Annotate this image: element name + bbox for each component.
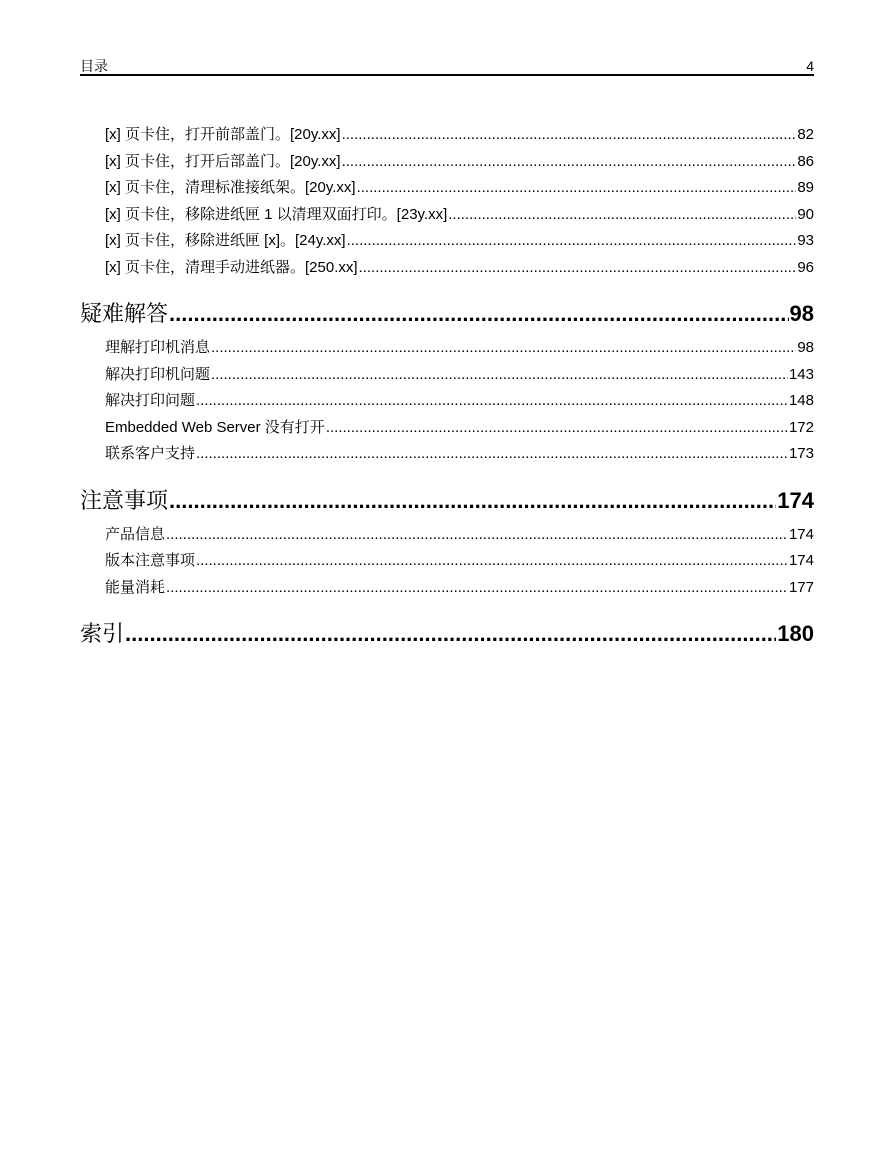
toc-entry-label: 解决打印机问题 bbox=[105, 365, 211, 383]
toc-entry-page: 172 bbox=[788, 418, 814, 436]
toc-chapter-page: 98 bbox=[789, 301, 814, 326]
toc-leader-dots bbox=[125, 619, 776, 649]
toc-entry-label: 联系客户支持 bbox=[105, 445, 196, 462]
toc-leader-dots bbox=[326, 415, 788, 442]
toc-entry-label: [x] 页卡住，移除进纸匣 [x]。[24y.xx] bbox=[105, 232, 346, 249]
toc-entry-label: [x] 页卡住，清理标准接纸架。[20y.xx] bbox=[105, 179, 356, 196]
toc-entry[interactable] bbox=[80, 415, 814, 442]
toc-entry[interactable] bbox=[80, 335, 814, 362]
toc-entry[interactable] bbox=[80, 122, 814, 149]
toc-entry-page: 98 bbox=[797, 339, 814, 356]
toc-leader-dots bbox=[166, 575, 788, 602]
toc-leader-dots bbox=[166, 522, 788, 549]
page-header bbox=[80, 56, 814, 76]
toc-entry[interactable] bbox=[80, 575, 814, 602]
toc-leader-dots bbox=[196, 388, 788, 415]
toc-entry[interactable] bbox=[80, 202, 814, 229]
toc-entry-page: 90 bbox=[797, 205, 814, 223]
toc-entry[interactable] bbox=[80, 149, 814, 176]
toc-entry[interactable] bbox=[80, 388, 814, 415]
toc-entry[interactable] bbox=[80, 175, 814, 202]
toc-leader-dots bbox=[196, 548, 788, 575]
toc-chapter-index[interactable] bbox=[80, 619, 814, 649]
toc-entry-label: [x] 页卡住，移除进纸匣 1 以清理双面打印。[23y.xx] bbox=[105, 205, 448, 223]
toc-entry[interactable] bbox=[80, 441, 814, 468]
toc-leader-dots bbox=[342, 122, 797, 149]
toc-entry-page: 143 bbox=[788, 365, 814, 383]
toc-leader-dots bbox=[448, 202, 796, 229]
toc-chapter-page: 180 bbox=[777, 621, 814, 646]
toc-entry-label: Embedded Web Server 没有打开 bbox=[105, 418, 325, 436]
toc-entry-label: 产品信息 bbox=[105, 525, 166, 543]
header-title: 目录 bbox=[80, 58, 108, 74]
toc-entry-page: 174 bbox=[788, 525, 814, 543]
toc-leader-dots bbox=[196, 441, 788, 468]
toc-entry-label: 版本注意事项 bbox=[105, 552, 196, 569]
toc-leader-dots bbox=[211, 362, 788, 389]
toc-chapter-label: 注意事项 bbox=[80, 487, 169, 513]
toc-entry[interactable] bbox=[80, 522, 814, 549]
toc-entry[interactable] bbox=[80, 362, 814, 389]
toc-chapter-label: 疑难解答 bbox=[80, 301, 169, 326]
table-of-contents bbox=[80, 122, 814, 649]
toc-entry-label: 理解打印机消息 bbox=[105, 339, 211, 356]
toc-leader-dots bbox=[211, 335, 796, 362]
toc-chapter-notices[interactable] bbox=[80, 486, 814, 516]
toc-entry[interactable] bbox=[80, 255, 814, 282]
toc-leader-dots bbox=[169, 299, 789, 329]
toc-entry-label: [x] 页卡住，清理手动进纸器。[250.xx] bbox=[105, 258, 358, 276]
header-page-number: 4 bbox=[806, 58, 814, 74]
toc-leader-dots bbox=[357, 175, 797, 202]
toc-entry-page: 177 bbox=[788, 578, 814, 596]
toc-chapter-page: 174 bbox=[777, 487, 814, 513]
toc-entry-label: 能量消耗 bbox=[105, 578, 166, 596]
toc-leader-dots bbox=[169, 486, 776, 516]
toc-entry[interactable] bbox=[80, 228, 814, 255]
toc-leader-dots bbox=[359, 255, 797, 282]
toc-entry-page: 86 bbox=[797, 152, 814, 170]
toc-entry-label: [x] 页卡住，打开后部盖门。[20y.xx] bbox=[105, 152, 341, 170]
toc-entry-page: 82 bbox=[797, 126, 814, 143]
toc-entry[interactable] bbox=[80, 548, 814, 575]
toc-entry-page: 89 bbox=[797, 179, 814, 196]
toc-entry-page: 96 bbox=[797, 258, 814, 276]
toc-chapter-label: 索引 bbox=[80, 621, 125, 646]
toc-entry-page: 174 bbox=[788, 552, 814, 569]
toc-leader-dots bbox=[347, 228, 797, 255]
toc-entry-page: 148 bbox=[788, 392, 814, 409]
toc-entry-page: 173 bbox=[788, 445, 814, 462]
toc-leader-dots bbox=[342, 149, 797, 176]
toc-entry-label: [x] 页卡住，打开前部盖门。[20y.xx] bbox=[105, 126, 341, 143]
toc-entry-label: 解决打印问题 bbox=[105, 392, 196, 409]
toc-chapter-troubleshooting[interactable] bbox=[80, 299, 814, 329]
toc-entry-page: 93 bbox=[797, 232, 814, 249]
